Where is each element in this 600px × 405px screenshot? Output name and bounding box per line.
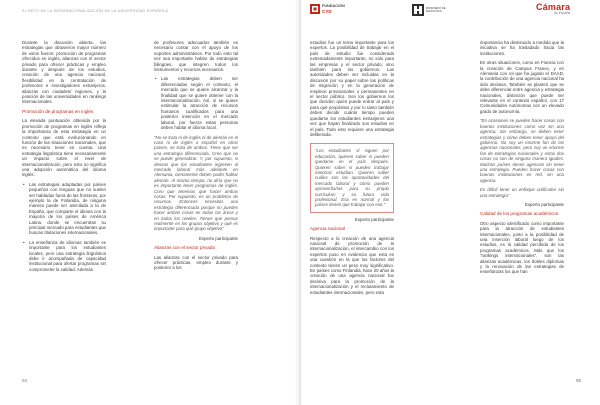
left-column-1 — [22, 40, 106, 276]
cyd-label: CYD — [322, 9, 332, 14]
bullet-list — [154, 76, 238, 130]
list-item: • Las estrategias deben ser diferenciadas según el contexto, el mercado que se quiere alcanzar y la finalidad que se quiere obtener con la internacionalización. Así, si se quiere estimular la atracción de recursos humanos cualificados para una posterior inserción en el mercado laboral, por fuerza estas personas deben hablar el idioma local. — [154, 76, 238, 130]
fundacion-label: FUNDACIÓN — [322, 4, 345, 8]
left-column-2 — [154, 40, 238, 275]
expert-quote: Es difícil tener un enfoque unificador sin una estrategia" — [480, 187, 564, 198]
paragraph: Respecto a la creación de una agencia nacional de promoción de la internacionalización, el intercambio con los expertos puso en evidencia que esta es una cuestión en la que los factores del contexto tienen un peso muy significativo. En países como Finlandia, hace 20 años la creación de una agencia nacional fue decisiva para la promoción de la internacionalización y el reclutamiento de estudiantes internacionales, pero esta — [310, 235, 394, 295]
expert-quote: "No se trata ni de inglés ni de alemán en el caso ni de inglés o español en otros países, se trata de ambos. Tiene que ser una estrategia diferenciada. Creo que no se puede generalizar. Y, por supuesto, si deseas que los estudiantes ingresen al mercado laboral más adelante en Alemania, ciertamente deben poder hablar alemán. Al mismo tiempo, no diría que no es importante tener programas de inglés. Creo que tenemos que hacer ambas cosas. Por supuesto, es un problema de recursos. Entonces necesitas una estrategia diferenciada porque no puedes hacer ambas cosas en todas las áreas y en todos los niveles. Tienes que pensar realmente en los grupos objetivo y qué es importante para qué grupo objetivo" — [154, 134, 238, 232]
paragraph: importancia ha disminuido a medida que la iniciativa se ha trasladado hacia las instituciones. — [480, 40, 564, 56]
section-heading-english-programs: Promoción de programas en inglés — [22, 108, 94, 114]
expert-quote: "En ocasiones se pueden hacer cosas con buenos instituciones como vez sin una agencia. Sin embargo, se deben tener estrategias y cómo deben tener apoyo del gobierno. No soy un enorme fan de las agencias nacionales, pero soy un enorme fan de estrategias nacionales y estas dos cosas no son de ninguna manera iguales. Muchos países tienen agencias sin tener una estrategia. Pueden hacer cosas con buenas instituciones en red, sin una agencia. — [480, 118, 564, 183]
right-column-1 — [310, 40, 394, 299]
paragraph: Otro aspecto identificado como importante para la atracción de estudiantes internacionales, junto a la posibilidad de una inserción laboral luego de los estudios, es la calidad percibida de los programas académicos. Más que los "rankings internacionales", son las alianzas académicas, los dobles diplomas y la renovación de las estrategias de enseñanzas los que han — [480, 220, 564, 275]
quote-attribution: Experto participante — [198, 235, 238, 241]
list-item: • Las estrategias adoptadas por países pequeños con lenguas que no suelen ser habladas fuera de las fronteras, por ejemplo la de Finlandia, de ninguna manera puede ser asimilada a la de España, que comparte el idioma con la mayoría de los países de América Latina, donde se encuentran su principal mercado para estudiantes que buscan titulaciones internacionales. — [22, 182, 106, 236]
paragraph: Durante la discusión abierta, las estrategias que obtuvieron mayor número de votos fueron: promoción de programas ofrecidos en inglés, alianzas con el sector privado para ofrecer prácticas y empleo durante y después de los estudios, creación de una agencia nacional, flexibilidad en la contratación de profesores e investigadores extranjeros, alianzas con ciudades/ regiones, y la posición de las universidades en rankings internacionales. — [22, 40, 106, 105]
page-number: 95 — [576, 378, 582, 383]
quote-attribution: Experto participante — [524, 201, 564, 207]
expert-quote: "Los estudiantes sí siguen por educación, quieren saber si pueden quedarse en el país después. Quieren saber si pueden trabajar mientras estudian. Quieren saber cuáles son las oportunidades del mercado laboral y cómo pueden aprovecharlas para su propio currículum y su futura vida profesional. Esa es normal y los países tienen que trabajar con eso." — [315, 148, 389, 208]
camara-logo — [536, 4, 570, 16]
section-heading-academic-quality: Calidad de los programas académicos — [480, 211, 559, 217]
ministry-shield-icon — [412, 4, 424, 16]
section-heading-private-sector: Alianzas con el sector privado — [154, 245, 216, 251]
fundacion-cyd-logo — [310, 4, 345, 14]
section-heading-national-agency: Agencia nacional — [310, 226, 345, 232]
bullet-list — [22, 182, 106, 273]
ministry-logo — [412, 4, 448, 16]
paragraph: estudios fue un tema importante para los expertos. La posibilidad de trabajar en el país de estudio fue considerada extremadamente importante, no sólo para las empresas y el sector privado, sino también para los gobiernos. Las autoridades deben ser incluidas en la discusión por su papel sobre las políticas de migración y en la generación de empleos provisionales o permanentes en el sector público. Son los gobiernos los que deciden quién puede entrar al país y para qué propósitos y por lo tanto también deben decidir cuánto tiempo pueden quedarse los estudiantes extranjeros una vez que hayan finalizado sus estudios en el país. Todo esto requiere una estrategia deliberada. — [310, 40, 394, 137]
running-header: EL RETO DE LA INTERNACIONALIZACIÓN DE LA UNIVERSIDAD ESPAÑOLA — [22, 9, 169, 13]
right-page — [300, 0, 600, 405]
fundacion-cyd-mark-icon — [310, 4, 320, 14]
paragraph: La elevada puntuación obtenida por la promoción de programas en inglés refleja la importancia de esta estrategia en un contexto que está evolucionando en función de las situaciones nacionales, que es necesario tener en cuenta. Una estrategia lingüística tiene necesariamente un impacto sobre el nivel de internacionalización, pero esto no significa una adopción automática del idioma inglés: — [22, 118, 106, 178]
list-item: • La enseñanza de idiomas también es importante para los estudiantes locales, pero una estrategia lingüística debe ir acompañada de capacidad institucional para ofertar programas sin comprometer la calidad. Además — [22, 240, 106, 272]
quote-attribution: Experto participante — [354, 216, 394, 222]
page-number: 94 — [22, 378, 28, 383]
paragraph: En otras situaciones, como en Francia con la creación de Campus France, y en Alemania con rol que ha jugado el DAAD, la contribución de una agencia nacional ha sido decisiva. También se planteó que se debe diferenciar entre agencia y estrategia nacionales, distinción que puede ser relevante en el contexto español, con 17 Comunidades Autónomas con un elevado grado de autonomía. — [480, 60, 564, 114]
quote-box — [310, 143, 394, 212]
paragraph: Las alianzas con el sector privado para ofrecer prácticas, empleo durante y posterior a los — [154, 254, 238, 271]
camara-name: Cámara — [536, 2, 571, 12]
right-column-2 — [480, 40, 564, 279]
camara-sub: de España — [554, 11, 571, 15]
ministry-label: MINISTERIO DE EDUCACIÓN — [426, 7, 446, 13]
paragraph: de profesores adecuados también es necesario contar con el apoyo de los soportes administrativos. Por todo esto tal vez sea importante hablar de estrategias bilingües, que integren todos los instrumentos y recursos necesarios. — [154, 40, 238, 73]
